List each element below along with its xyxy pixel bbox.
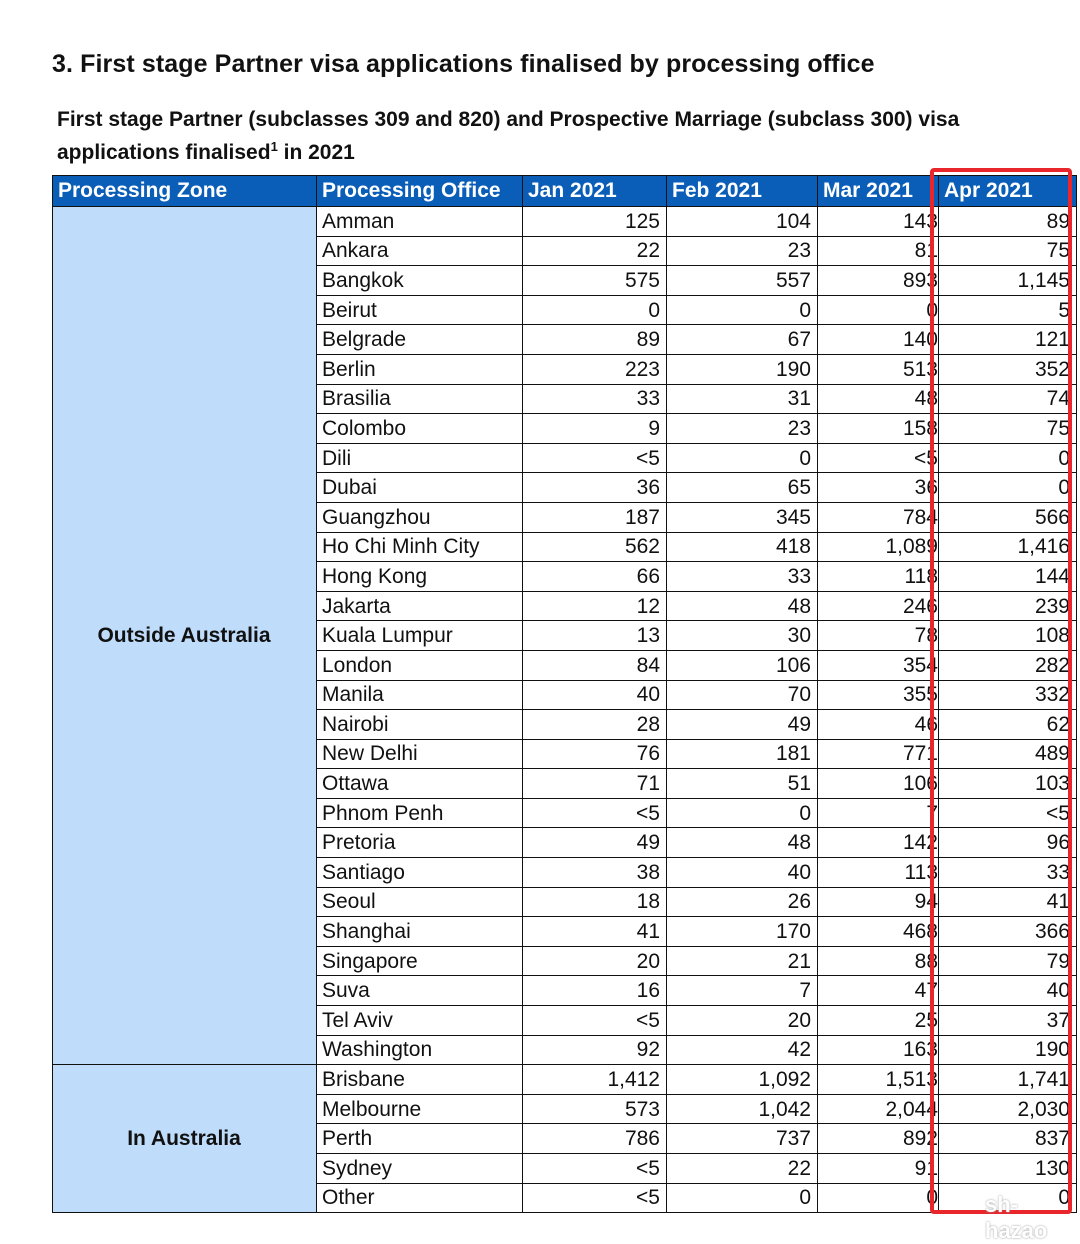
jan-cell: 41 — [523, 917, 667, 947]
mar-cell: 893 — [818, 266, 939, 296]
jan-cell: 40 — [523, 680, 667, 710]
apr-cell: 103 — [939, 769, 1077, 799]
apr-cell: 1,145 — [939, 266, 1077, 296]
mar-cell: 142 — [818, 828, 939, 858]
jan-cell: <5 — [523, 1183, 667, 1213]
caption-tail: in 2021 — [277, 141, 355, 164]
apr-cell: 282 — [939, 650, 1077, 680]
mar-cell: 25 — [818, 1006, 939, 1036]
header-row — [53, 176, 1077, 207]
jan-cell: <5 — [523, 798, 667, 828]
col-header-feb: Feb 2021 — [667, 176, 818, 207]
feb-cell: 67 — [667, 325, 818, 355]
office-cell: Dubai — [317, 473, 523, 503]
feb-cell: 104 — [667, 207, 818, 237]
jan-cell: 12 — [523, 591, 667, 621]
jan-cell: 786 — [523, 1124, 667, 1154]
mar-cell: 771 — [818, 739, 939, 769]
apr-cell: 332 — [939, 680, 1077, 710]
feb-cell: 31 — [667, 384, 818, 414]
mar-cell: 46 — [818, 710, 939, 740]
jan-cell: 92 — [523, 1035, 667, 1065]
feb-cell: 1,042 — [667, 1094, 818, 1124]
jan-cell: 16 — [523, 976, 667, 1006]
mar-cell: 7 — [818, 798, 939, 828]
feb-cell: 42 — [667, 1035, 818, 1065]
office-cell: New Delhi — [317, 739, 523, 769]
feb-cell: 190 — [667, 354, 818, 384]
mar-cell: 158 — [818, 414, 939, 444]
apr-cell: 1,741 — [939, 1065, 1077, 1095]
office-cell: Kuala Lumpur — [317, 621, 523, 651]
apr-cell: 489 — [939, 739, 1077, 769]
feb-cell: 0 — [667, 295, 818, 325]
apr-cell: <5 — [939, 798, 1077, 828]
mar-cell: <5 — [818, 443, 939, 473]
mar-cell: 118 — [818, 562, 939, 592]
office-cell: Hong Kong — [317, 562, 523, 592]
feb-cell: 20 — [667, 1006, 818, 1036]
apr-cell: 837 — [939, 1124, 1077, 1154]
feb-cell: 40 — [667, 858, 818, 888]
table-row — [53, 1065, 1077, 1095]
office-cell: Jakarta — [317, 591, 523, 621]
mar-cell: 106 — [818, 769, 939, 799]
feb-cell: 30 — [667, 621, 818, 651]
mar-cell: 140 — [818, 325, 939, 355]
feb-cell: 23 — [667, 236, 818, 266]
jan-cell: 36 — [523, 473, 667, 503]
office-cell: Phnom Penh — [317, 798, 523, 828]
visa-applications-table — [52, 175, 1077, 1213]
footnote-marker: 1 — [270, 139, 278, 154]
jan-cell: 18 — [523, 887, 667, 917]
apr-cell: 75 — [939, 236, 1077, 266]
mar-cell: 0 — [818, 1183, 939, 1213]
apr-cell: 1,416 — [939, 532, 1077, 562]
mar-cell: 94 — [818, 887, 939, 917]
zone-cell: Outside Australia — [53, 207, 317, 1065]
mar-cell: 784 — [818, 502, 939, 532]
apr-cell: 41 — [939, 887, 1077, 917]
mar-cell: 1,513 — [818, 1065, 939, 1095]
mar-cell: 143 — [818, 207, 939, 237]
apr-cell: 566 — [939, 502, 1077, 532]
jan-cell: 223 — [523, 354, 667, 384]
apr-cell: 79 — [939, 946, 1077, 976]
jan-cell: 562 — [523, 532, 667, 562]
office-cell: Brasilia — [317, 384, 523, 414]
jan-cell: 575 — [523, 266, 667, 296]
feb-cell: 49 — [667, 710, 818, 740]
apr-cell: 239 — [939, 591, 1077, 621]
apr-cell: 108 — [939, 621, 1077, 651]
mar-cell: 0 — [818, 295, 939, 325]
zone-cell: In Australia — [53, 1065, 317, 1213]
apr-cell: 74 — [939, 384, 1077, 414]
mar-cell: 1,089 — [818, 532, 939, 562]
jan-cell: 9 — [523, 414, 667, 444]
office-cell: Ankara — [317, 236, 523, 266]
jan-cell: 125 — [523, 207, 667, 237]
mar-cell: 513 — [818, 354, 939, 384]
apr-cell: 144 — [939, 562, 1077, 592]
mar-cell: 47 — [818, 976, 939, 1006]
feb-cell: 21 — [667, 946, 818, 976]
feb-cell: 7 — [667, 976, 818, 1006]
table-row — [53, 207, 1077, 237]
jan-cell: 0 — [523, 295, 667, 325]
apr-cell: 89 — [939, 207, 1077, 237]
mar-cell: 36 — [818, 473, 939, 503]
office-cell: Manila — [317, 680, 523, 710]
col-header-zone: Processing Zone — [53, 176, 317, 207]
mar-cell: 78 — [818, 621, 939, 651]
mar-cell: 88 — [818, 946, 939, 976]
office-cell: Bangkok — [317, 266, 523, 296]
feb-cell: 65 — [667, 473, 818, 503]
apr-cell: 40 — [939, 976, 1077, 1006]
office-cell: Pretoria — [317, 828, 523, 858]
mar-cell: 355 — [818, 680, 939, 710]
jan-cell: 28 — [523, 710, 667, 740]
office-cell: Washington — [317, 1035, 523, 1065]
mar-cell: 892 — [818, 1124, 939, 1154]
office-cell: Belgrade — [317, 325, 523, 355]
mar-cell: 81 — [818, 236, 939, 266]
jan-cell: 1,412 — [523, 1065, 667, 1095]
apr-cell: 2,030 — [939, 1094, 1077, 1124]
feb-cell: 0 — [667, 1183, 818, 1213]
feb-cell: 1,092 — [667, 1065, 818, 1095]
office-cell: Suva — [317, 976, 523, 1006]
office-cell: Singapore — [317, 946, 523, 976]
jan-cell: 89 — [523, 325, 667, 355]
office-cell: Dili — [317, 443, 523, 473]
apr-cell: 130 — [939, 1154, 1077, 1184]
jan-cell: <5 — [523, 443, 667, 473]
jan-cell: 33 — [523, 384, 667, 414]
feb-cell: 0 — [667, 443, 818, 473]
mar-cell: 113 — [818, 858, 939, 888]
office-cell: Beirut — [317, 295, 523, 325]
feb-cell: 418 — [667, 532, 818, 562]
office-cell: Nairobi — [317, 710, 523, 740]
jan-cell: 20 — [523, 946, 667, 976]
feb-cell: 23 — [667, 414, 818, 444]
office-cell: Santiago — [317, 858, 523, 888]
mar-cell: 246 — [818, 591, 939, 621]
mar-cell: 91 — [818, 1154, 939, 1184]
office-cell: Seoul — [317, 887, 523, 917]
table-body — [53, 207, 1077, 1213]
mar-cell: 48 — [818, 384, 939, 414]
mar-cell: 354 — [818, 650, 939, 680]
jan-cell: 49 — [523, 828, 667, 858]
office-cell: Melbourne — [317, 1094, 523, 1124]
office-cell: Berlin — [317, 354, 523, 384]
office-cell: Ottawa — [317, 769, 523, 799]
col-header-office: Processing Office — [317, 176, 523, 207]
jan-cell: 84 — [523, 650, 667, 680]
watermark-text: sh-hazao — [985, 1192, 1048, 1243]
feb-cell: 51 — [667, 769, 818, 799]
apr-cell: 96 — [939, 828, 1077, 858]
feb-cell: 557 — [667, 266, 818, 296]
feb-cell: 181 — [667, 739, 818, 769]
office-cell: Colombo — [317, 414, 523, 444]
jan-cell: <5 — [523, 1154, 667, 1184]
office-cell: Shanghai — [317, 917, 523, 947]
feb-cell: 106 — [667, 650, 818, 680]
apr-cell: 190 — [939, 1035, 1077, 1065]
office-cell: Sydney — [317, 1154, 523, 1184]
jan-cell: 71 — [523, 769, 667, 799]
jan-cell: <5 — [523, 1006, 667, 1036]
office-cell: London — [317, 650, 523, 680]
feb-cell: 0 — [667, 798, 818, 828]
office-cell: Perth — [317, 1124, 523, 1154]
office-cell: Ho Chi Minh City — [317, 532, 523, 562]
feb-cell: 48 — [667, 591, 818, 621]
office-cell: Tel Aviv — [317, 1006, 523, 1036]
mar-cell: 2,044 — [818, 1094, 939, 1124]
feb-cell: 170 — [667, 917, 818, 947]
feb-cell: 48 — [667, 828, 818, 858]
jan-cell: 38 — [523, 858, 667, 888]
feb-cell: 33 — [667, 562, 818, 592]
jan-cell: 187 — [523, 502, 667, 532]
feb-cell: 22 — [667, 1154, 818, 1184]
office-cell: Guangzhou — [317, 502, 523, 532]
apr-cell: 37 — [939, 1006, 1077, 1036]
apr-cell: 5 — [939, 295, 1077, 325]
feb-cell: 70 — [667, 680, 818, 710]
apr-cell: 33 — [939, 858, 1077, 888]
apr-cell: 121 — [939, 325, 1077, 355]
col-header-mar: Mar 2021 — [818, 176, 939, 207]
feb-cell: 737 — [667, 1124, 818, 1154]
jan-cell: 573 — [523, 1094, 667, 1124]
mar-cell: 468 — [818, 917, 939, 947]
apr-cell: 0 — [939, 473, 1077, 503]
jan-cell: 22 — [523, 236, 667, 266]
office-cell: Amman — [317, 207, 523, 237]
mar-cell: 163 — [818, 1035, 939, 1065]
apr-cell: 62 — [939, 710, 1077, 740]
table-caption — [57, 103, 1057, 169]
office-cell: Other — [317, 1183, 523, 1213]
apr-cell: 366 — [939, 917, 1077, 947]
apr-cell: 75 — [939, 414, 1077, 444]
apr-cell: 0 — [939, 1183, 1077, 1213]
page-heading: 3. First stage Partner visa applications finalised by processing office — [52, 50, 875, 78]
apr-cell: 352 — [939, 354, 1077, 384]
feb-cell: 26 — [667, 887, 818, 917]
jan-cell: 66 — [523, 562, 667, 592]
caption-main: First stage Partner (subclasses 309 and 820) and Prospective Marriage (subclass 300) visa applications finalised — [57, 108, 960, 164]
feb-cell: 345 — [667, 502, 818, 532]
jan-cell: 76 — [523, 739, 667, 769]
jan-cell: 13 — [523, 621, 667, 651]
col-header-apr: Apr 2021 — [939, 176, 1077, 207]
apr-cell: 0 — [939, 443, 1077, 473]
col-header-jan: Jan 2021 — [523, 176, 667, 207]
office-cell: Brisbane — [317, 1065, 523, 1095]
